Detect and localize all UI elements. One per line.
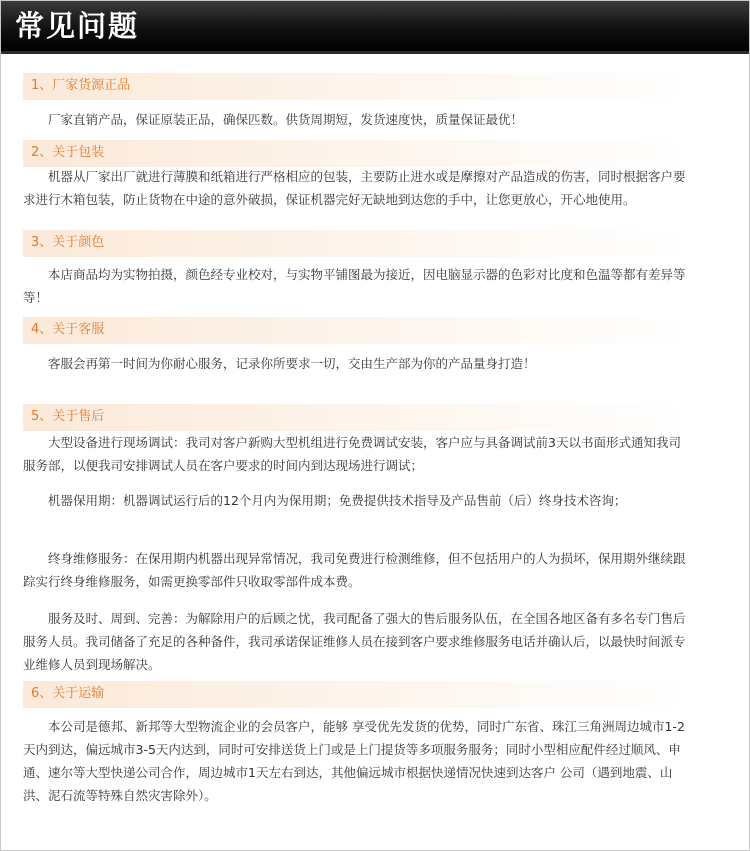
section-heading-after-sales [23,404,688,431]
section-text: 大型设备进行现场调试：我司对客户新购大型机组进行免费调试安装，客户应与具备调试前3天以书面形式通知我司服务部，以便我司安排调试人员在客户要求的时间内到达现场进行调试； [23,435,681,473]
section-text: 机器从厂家出厂就进行薄膜和纸箱进行严格相应的包装，主要防止进水或是摩擦对产品造成的伤害，同时根据客户要求进行木箱包装，防止货物在中途的意外破损，保证机器完好无缺地到达您的手中，让您更放心，开心地使用。 [23,169,686,207]
page-title: 常见问题 [15,9,140,43]
section-text: 机器保用期：机器调试运行后的12个月内为保用期；免费提供技术指导及产品售前（后）终身技术咨询； [48,493,627,508]
section-text: 客服会再第一时间为你耐心服务，记录你所要求一切，交由生产部为你的产品量身打造！ [48,356,536,371]
section-heading-shipping [23,681,688,708]
section-text: 本店商品均为实物拍摄，颜色经专业校对，与实物平铺图最为接近，因电脑显示器的色彩对比度和色温等都有差异等等！ [23,267,686,305]
section-heading-genuine [23,73,688,100]
section-title: 5、关于售后 [31,409,105,424]
section-heading-packaging [23,140,688,167]
section-heading-service [23,317,688,344]
section-text: 本公司是德邦、新邦等大型物流企业的会员客户，能够 享受优先发货的优势，同时广东省、珠江三角洲周边城市1-2天内到达，偏远城市3-5天内达到，同时可安排送货上门或是上门提货等多项服务服务；同时小型相应配件经过顺风、申通、速尔等大型快递公司合作，周边城市1天左右到达，其他偏远城市根据快递情况快速到达客户 公司（遇到地震、山洪、泥石流等特殊自然灾害除外）。 [23,719,685,803]
section-text: 服务及时、周到、完善：为解除用户的后顾之忧，我司配备了强大的售后服务队伍，在全国各地区备有多名专门售后服务人员。我司储备了充足的各种备件，我司承诺保证维修人员在接到客户要求维修服务电话并确认后，以最快时间派专业维修人员到现场解决。 [23,611,686,672]
section-title: 4、关于客服 [31,322,105,337]
section-title: 2、关于包装 [31,145,105,160]
section-title: 3、关于颜色 [31,235,105,250]
section-title: 1、厂家货源正品 [31,78,131,93]
section-text: 厂家直销产品，保证原装正品，确保匹数。供货周期短，发货速度快，质量保证最优！ [48,112,524,127]
section-heading-color [23,230,688,257]
faq-header [1,1,749,54]
section-title: 6、关于运输 [31,686,105,701]
section-text: 终身维修服务：在保用期内机器出现异常情况，我司免费进行检测维修，但不包括用户的人为损坏，保用期外继续跟踪实行终身维修服务，如需更换零部件只收取零部件成本费。 [23,551,686,589]
